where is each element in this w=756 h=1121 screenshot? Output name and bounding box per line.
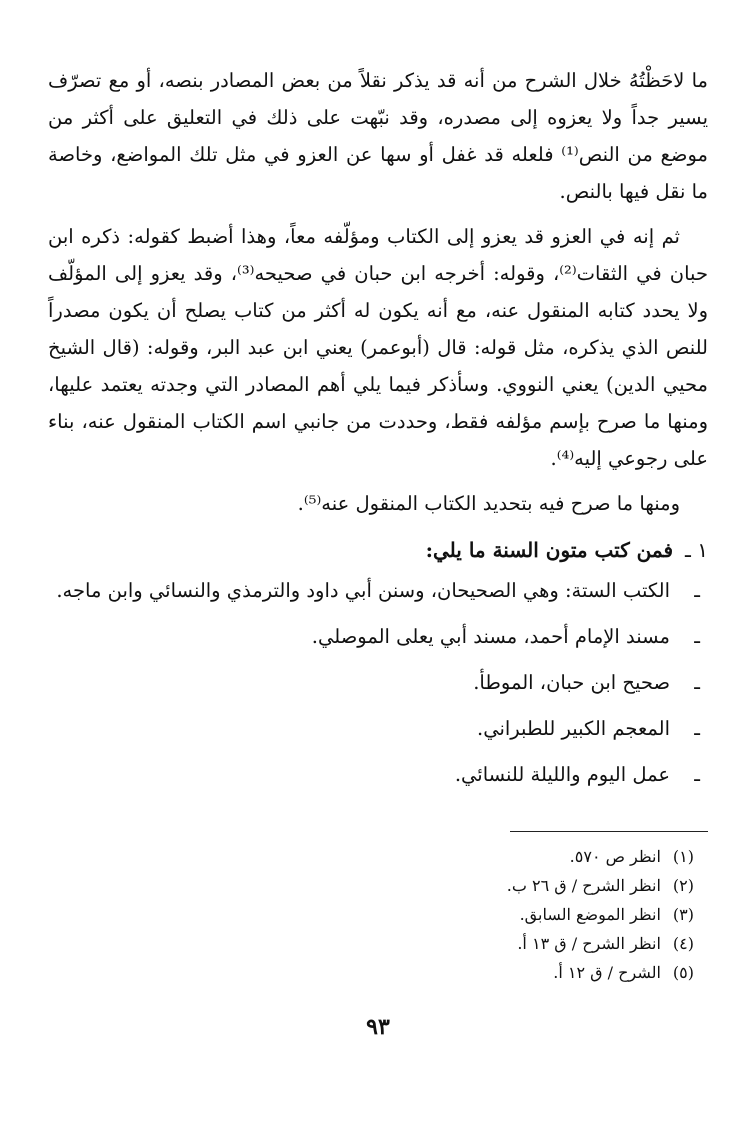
paragraph-2: ثم إنه في العزو قد يعزو إلى الكتاب ومؤلّفه معاً، وهذا أضبط كقوله: ذكره ابن حبان في الثقات⁽²⁾، وقوله: أخرجه ابن حبان في صحيحه⁽³⁾، وقد يعزو إلى المؤلّف ولا يحدد كتابه المنقول عنه، مع أنه يكون له أكثر من كتاب يصلح أن يكون مصدراً للنص الذي يذكره، مثل قوله: قال (أبوعمر) يعني ابن عبد البر، وقوله: (قال الشيخ محيي الدين) يعني النووي. وسأذكر فيما يلي أهم المصادر التي وجدته يعتمد عليها، ومنها ما صرح بإسم مؤلفه فقط، وحددت من جانبي اسم الكتاب المنقول عنه، بناء على رجوعي إليه⁽⁴⁾.: [48, 225, 708, 470]
section-heading: [48, 530, 708, 570]
footnote: [48, 900, 708, 929]
footnote-text: انظر الموضع السابق.: [519, 905, 661, 924]
paragraph-1: ما لاحَظْتُهُ خلال الشرح من أنه قد يذكر نقلاً من بعض المصادر بنصه، أو مع تصرّف يسير جداً ولا يعزوه إلى مصدره، وقد نبّهت على ذلك في التعليق على أكثر من موضع من النص⁽¹⁾ فلعله قد غفل أو سها عن العزو في مثل تلك المواضع، وخاصة ما نقل فيها بالنص.: [48, 69, 708, 203]
footnote-text: الشرح / ق ١٢ أ.: [553, 963, 661, 982]
source-list: [48, 572, 708, 793]
list-item: ـ مسند الإمام أحمد، مسند أبي يعلى الموصلي.: [48, 618, 708, 655]
footnote-number: (٢): [672, 876, 694, 895]
list-item: ـ المعجم الكبير للطبراني.: [48, 710, 708, 747]
page-body: [48, 62, 708, 987]
list-item: ـ عمل اليوم والليلة للنسائي.: [48, 756, 708, 793]
footnote-number: (٣): [672, 905, 694, 924]
section-number: ١ ـ: [685, 538, 708, 562]
footnote: [48, 929, 708, 958]
footnote-number: (١): [672, 847, 694, 866]
footnote-divider: [510, 831, 708, 832]
footnote: [48, 871, 708, 900]
footnote-number: (٥): [672, 963, 694, 982]
list-item: ـ صحيح ابن حبان، الموطأ.: [48, 664, 708, 701]
list-item: ـ الكتب الستة: وهي الصحيحان، وسنن أبي داود والترمذي والنسائي وابن ماجه.: [48, 572, 708, 609]
section-title: فمن كتب متون السنة ما يلي:: [425, 538, 674, 562]
page-number: ٩٣: [366, 1014, 390, 1040]
footnote: [48, 842, 708, 871]
footnotes: [48, 842, 708, 987]
footnote-text: انظر الشرح / ق ٢٦ ب.: [506, 876, 661, 895]
footnote-number: (٤): [672, 934, 694, 953]
footnote-text: انظر الشرح / ق ١٣ أ.: [517, 934, 661, 953]
paragraph-3: ومنها ما صرح فيه بتحديد الكتاب المنقول عنه⁽⁵⁾.: [297, 492, 680, 515]
footnote: [48, 958, 708, 987]
footnote-text: انظر ص ٥٧٠.: [569, 847, 661, 866]
